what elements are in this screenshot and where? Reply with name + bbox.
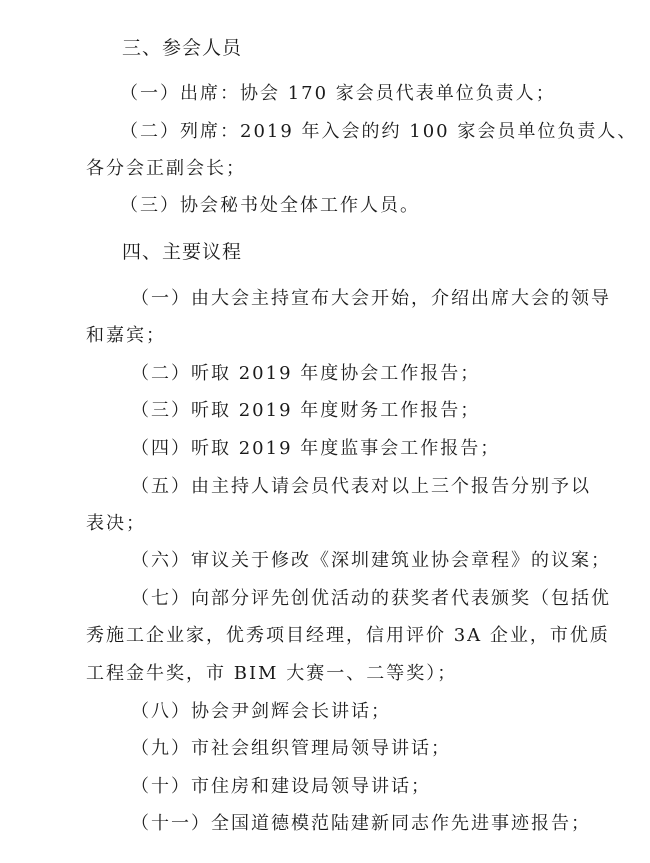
attendee-item-2: （二）列席：2019 年入会的约 100 家会员单位负责人、 (120, 121, 638, 142)
agenda-item-9: （九）市社会组织管理局领导讲话； (131, 738, 451, 759)
attendee-item-2-continued: 各分会正副会长； (86, 158, 246, 179)
agenda-item-10: （十）市住房和建设局领导讲话； (131, 776, 431, 797)
agenda-item-1: （一）由大会主持宣布大会开始，介绍出席大会的领导 (131, 288, 611, 309)
agenda-item-5-continued: 表决； (86, 513, 146, 534)
agenda-item-11: （十一）全国道德模范陆建新同志作先进事迹报告； (131, 813, 591, 834)
agenda-item-4: （四）听取 2019 年度监事会工作报告； (131, 438, 501, 459)
agenda-item-3: （三）听取 2019 年度财务工作报告； (131, 400, 481, 421)
section-heading-attendees: 三、参会人员 (122, 37, 243, 59)
attendee-item-3: （三）协会秘书处全体工作人员。 (120, 195, 420, 216)
agenda-item-7-continued-2: 工程金牛奖，市 BIM 大赛一、二等奖）； (86, 663, 458, 684)
agenda-item-8: （八）协会尹剑辉会长讲话； (131, 701, 391, 722)
agenda-item-7: （七）向部分评先创优活动的获奖者代表颁奖（包括优 (131, 588, 611, 609)
section-heading-agenda: 四、主要议程 (122, 241, 243, 263)
agenda-item-5: （五）由主持人请会员代表对以上三个报告分别予以 (131, 476, 591, 497)
agenda-item-1-continued: 和嘉宾； (86, 325, 166, 346)
attendee-item-1: （一）出席：协会 170 家会员代表单位负责人； (120, 83, 556, 104)
agenda-item-2: （二）听取 2019 年度协会工作报告； (131, 363, 481, 384)
agenda-item-7-continued-1: 秀施工企业家，优秀项目经理，信用评价 3A 企业，市优质 (86, 625, 610, 646)
agenda-item-6: （六）审议关于修改《深圳建筑业协会章程》的议案； (131, 550, 611, 571)
